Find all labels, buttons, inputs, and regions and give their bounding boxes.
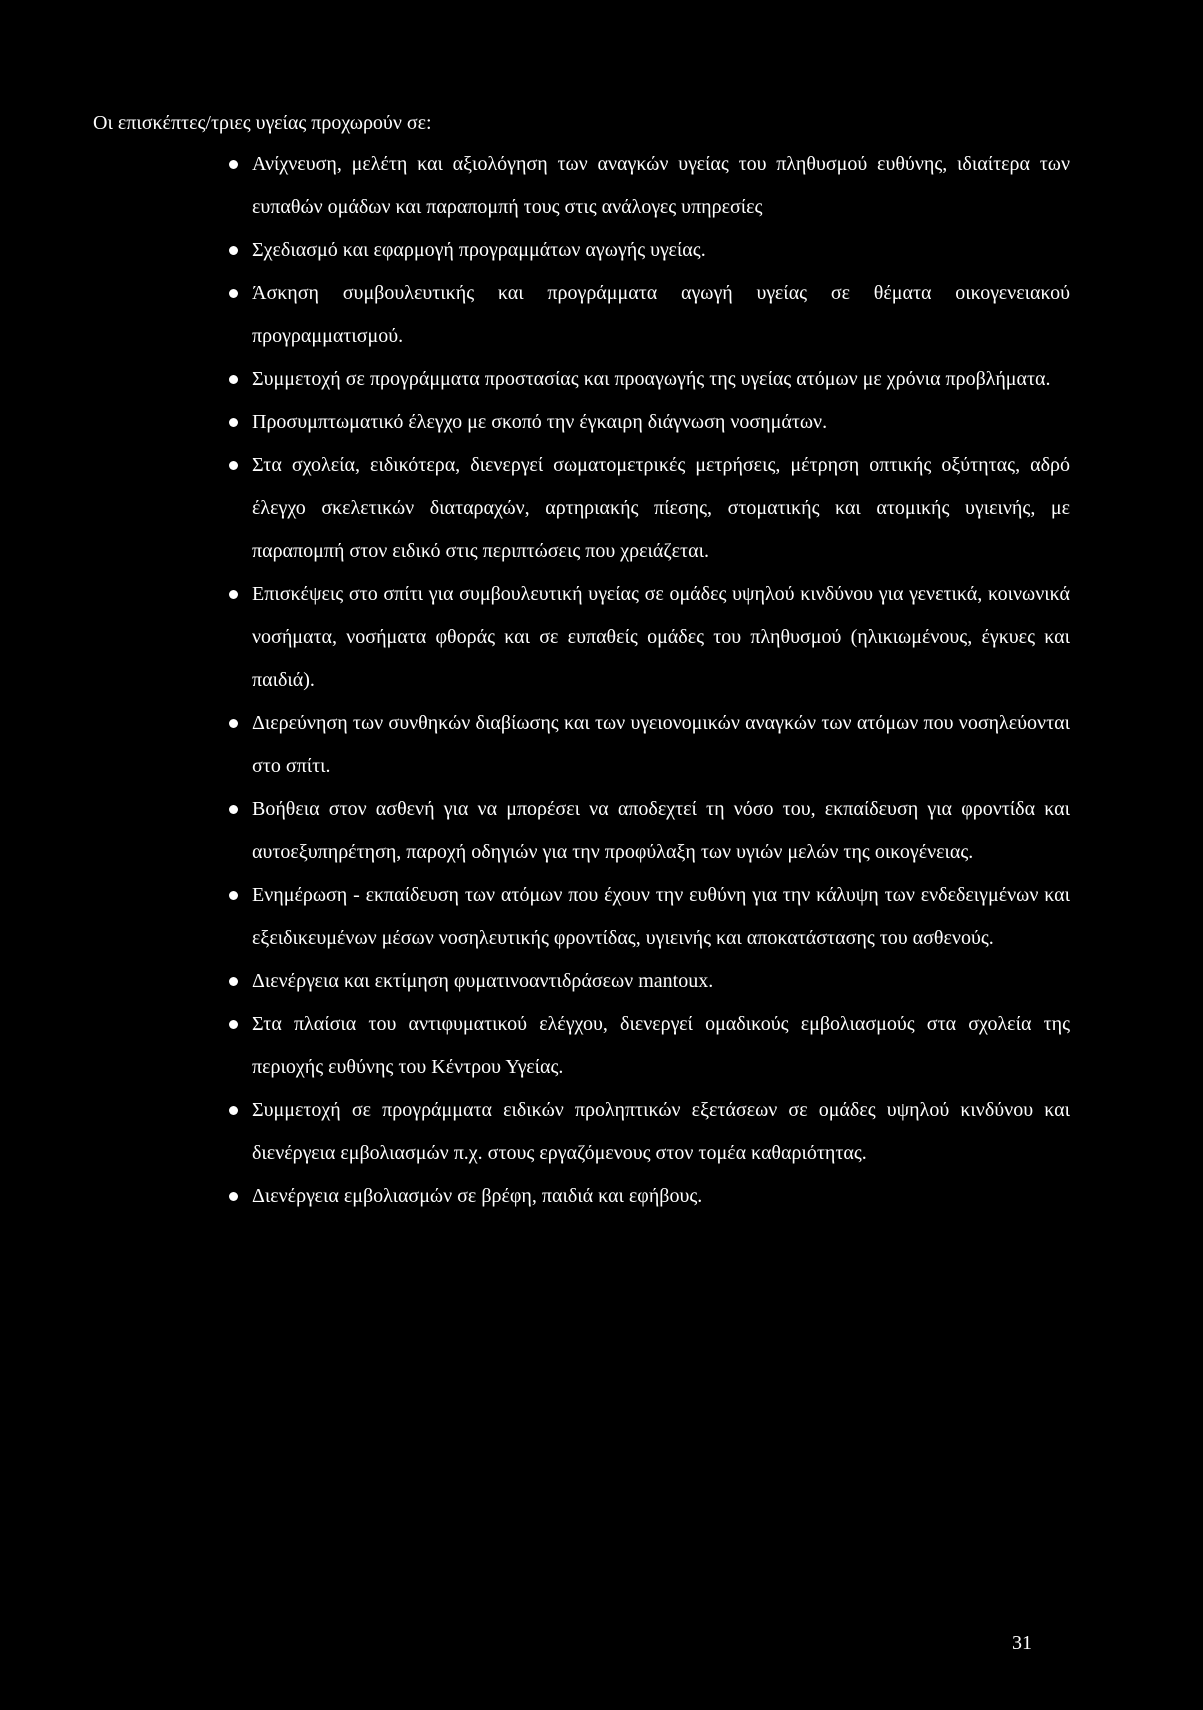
bullet-icon [229, 805, 238, 814]
list-item-text: Άσκηση συμβουλευτικής και προγράμματα αγωγή υγείας σε θέματα οικογενειακού προγραμματισμού. [252, 282, 1070, 347]
list-item-text: Διενέργεια εμβολιασμών σε βρέφη, παιδιά και εφήβους. [252, 1185, 703, 1207]
list-item [252, 358, 1070, 401]
list-item [252, 444, 1070, 573]
bullet-icon [229, 891, 238, 900]
list-item [252, 229, 1070, 272]
bullet-icon [229, 246, 238, 255]
page-number: 31 [1012, 1632, 1032, 1654]
list-item [252, 702, 1070, 788]
list-item [252, 874, 1070, 960]
list-item-text: Στα πλαίσια του αντιφυματικού ελέγχου, διενεργεί ομαδικούς εμβολιασμούς στα σχολεία της περιοχής ευθύνης του Κέντρου Υγείας. [252, 1013, 1070, 1078]
bullet-icon [229, 1020, 238, 1029]
list-item-text: Ενημέρωση - εκπαίδευση των ατόμων που έχουν την ευθύνη για την κάλυψη των ενδεδειγμένων και εξειδικευμένων μέσων νοσηλευτικής φροντίδας, υγιεινής και αποκατάστασης του ασθενούς. [252, 884, 1070, 949]
list-item [252, 1175, 1070, 1218]
list-item-text: Σχεδιασμό και εφαρμογή προγραμμάτων αγωγής υγείας. [252, 239, 706, 261]
list-item-text: Διερεύνηση των συνθηκών διαβίωσης και των υγειονομικών αναγκών των ατόμων που νοσηλεύονται στο σπίτι. [252, 712, 1070, 777]
list-item-text: Διενέργεια και εκτίμηση φυματινοαντιδράσεων mantoux. [252, 970, 714, 992]
bullet-icon [229, 1106, 238, 1115]
list-item [252, 401, 1070, 444]
bullet-list [252, 143, 1070, 1218]
list-item-text: Συμμετοχή σε προγράμματα προστασίας και προαγωγής της υγείας ατόμων με χρόνια προβλήματα. [252, 368, 1051, 390]
list-item-text: Προσυμπτωματικό έλεγχο με σκοπό την έγκαιρη διάγνωση νοσημάτων. [252, 411, 828, 433]
list-item [252, 1003, 1070, 1089]
bullet-icon [229, 160, 238, 169]
bullet-icon [229, 418, 238, 427]
bullet-icon [229, 719, 238, 728]
bullet-icon [229, 461, 238, 470]
list-item [252, 143, 1070, 229]
bullet-icon [229, 375, 238, 384]
list-item [252, 272, 1070, 358]
bullet-icon [229, 1192, 238, 1201]
list-item-text: Συμμετοχή σε προγράμματα ειδικών προληπτικών εξετάσεων σε ομάδες υψηλού κινδύνου και διενέργεια εμβολιασμών π.χ. στους εργαζόμενους στον τομέα καθαριότητας. [252, 1099, 1070, 1164]
list-item [252, 788, 1070, 874]
list-item-text: Βοήθεια στον ασθενή για να μπορέσει να αποδεχτεί τη νόσο του, εκπαίδευση για φροντίδα και αυτοεξυπηρέτηση, παροχή οδηγιών για την προφύλαξη των υγιών μελών της οικογένειας. [252, 798, 1070, 863]
list-item [252, 573, 1070, 702]
intro-text: Οι επισκέπτες/τριες υγείας προχωρούν σε: [93, 112, 432, 134]
list-item-text: Ανίχνευση, μελέτη και αξιολόγηση των αναγκών υγείας του πληθυσμού ευθύνης, ιδιαίτερα των ευπαθών ομάδων και παραπομπή τους στις ανάλογες υπηρεσίες [252, 153, 1070, 218]
list-item-text: Στα σχολεία, ειδικότερα, διενεργεί σωματομετρικές μετρήσεις, μέτρηση οπτικής οξύτητας, αδρό έλεγχο σκελετικών διαταραχών, αρτηριακής πίεσης, στοματικής και ατομικής υγιεινής, με παραπομπή στον ειδικό στις περιπτώσεις που χρειάζεται. [252, 454, 1070, 562]
bullet-icon [229, 977, 238, 986]
list-item [252, 1089, 1070, 1175]
bullet-icon [229, 590, 238, 599]
list-item [252, 960, 1070, 1003]
list-item-text: Επισκέψεις στο σπίτι για συμβουλευτική υγείας σε ομάδες υψηλού κινδύνου για γενετικά, κοινωνικά νοσήματα, νοσήματα φθοράς και σε ευπαθείς ομάδες του πληθυσμού (ηλικιωμένους, έγκυες και παιδιά). [252, 583, 1070, 691]
bullet-icon [229, 289, 238, 298]
